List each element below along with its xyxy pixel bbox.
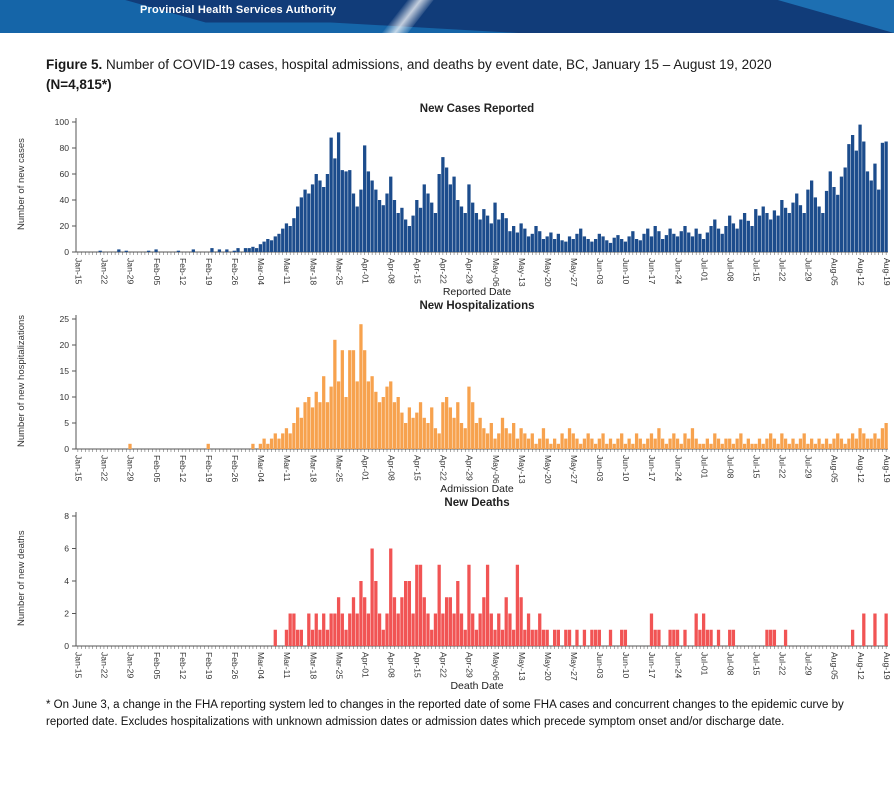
svg-text:4: 4 bbox=[64, 576, 69, 586]
x-axis-label: Reported Date bbox=[442, 286, 512, 298]
y-axis-label: Number of new cases bbox=[16, 138, 27, 230]
y-axis-label: Number of new deaths bbox=[16, 530, 27, 626]
svg-text:May-06: May-06 bbox=[490, 455, 501, 484]
svg-text:2: 2 bbox=[64, 608, 69, 619]
svg-text:Feb-12: Feb-12 bbox=[177, 455, 188, 483]
svg-text:Apr-15: Apr-15 bbox=[412, 455, 423, 481]
svg-text:40: 40 bbox=[59, 195, 69, 205]
svg-text:Jun-03: Jun-03 bbox=[595, 652, 606, 679]
svg-text:Apr-01: Apr-01 bbox=[360, 652, 371, 678]
svg-text:25: 25 bbox=[59, 314, 69, 324]
svg-text:6: 6 bbox=[64, 543, 69, 554]
svg-text:Apr-22: Apr-22 bbox=[438, 455, 449, 481]
svg-text:Feb-26: Feb-26 bbox=[230, 258, 241, 286]
svg-text:Apr-29: Apr-29 bbox=[464, 258, 475, 284]
svg-text:Jul-08: Jul-08 bbox=[725, 258, 736, 282]
svg-text:Jan-22: Jan-22 bbox=[99, 455, 110, 482]
svg-text:20: 20 bbox=[59, 340, 69, 350]
svg-text:0: 0 bbox=[64, 444, 69, 454]
svg-text:Mar-18: Mar-18 bbox=[308, 652, 319, 680]
svg-text:Jul-22: Jul-22 bbox=[777, 652, 788, 676]
svg-text:Jul-15: Jul-15 bbox=[751, 258, 762, 282]
svg-text:0: 0 bbox=[64, 641, 69, 651]
svg-text:Jun-10: Jun-10 bbox=[621, 455, 632, 482]
svg-text:May-27: May-27 bbox=[568, 652, 579, 681]
figure-caption-text: Number of COVID-19 cases, hospital admissions, and deaths by event date, BC, January 15 – August 19, 2020 bbox=[102, 57, 772, 72]
svg-text:Apr-15: Apr-15 bbox=[412, 258, 423, 284]
svg-text:Apr-29: Apr-29 bbox=[464, 455, 475, 481]
svg-text:8: 8 bbox=[64, 511, 69, 521]
svg-text:Mar-11: Mar-11 bbox=[282, 258, 293, 285]
svg-text:Feb-05: Feb-05 bbox=[151, 258, 162, 286]
svg-text:Apr-15: Apr-15 bbox=[412, 652, 423, 678]
svg-text:10: 10 bbox=[59, 392, 69, 402]
x-axis-label: Admission Date bbox=[440, 483, 514, 495]
svg-text:Apr-22: Apr-22 bbox=[438, 652, 449, 678]
svg-text:Jun-17: Jun-17 bbox=[647, 455, 658, 482]
svg-text:0: 0 bbox=[64, 247, 69, 257]
svg-text:5: 5 bbox=[64, 418, 69, 428]
svg-text:Jul-29: Jul-29 bbox=[803, 258, 814, 282]
svg-text:Aug-05: Aug-05 bbox=[829, 652, 840, 680]
svg-text:Mar-11: Mar-11 bbox=[282, 455, 293, 482]
svg-text:May-13: May-13 bbox=[516, 455, 527, 484]
svg-text:Jul-29: Jul-29 bbox=[803, 455, 814, 479]
svg-text:Aug-05: Aug-05 bbox=[829, 455, 840, 483]
svg-text:Aug-12: Aug-12 bbox=[855, 455, 866, 483]
svg-text:Jan-15: Jan-15 bbox=[73, 652, 84, 679]
svg-text:Apr-01: Apr-01 bbox=[360, 455, 371, 481]
svg-text:Mar-25: Mar-25 bbox=[334, 652, 345, 680]
deaths-plot bbox=[30, 510, 894, 682]
svg-text:20: 20 bbox=[59, 221, 69, 231]
svg-text:80: 80 bbox=[59, 143, 69, 153]
svg-text:Jul-29: Jul-29 bbox=[803, 652, 814, 676]
cases-plot bbox=[30, 116, 894, 288]
svg-text:Jul-22: Jul-22 bbox=[777, 455, 788, 479]
svg-text:100: 100 bbox=[54, 117, 69, 127]
svg-text:Apr-22: Apr-22 bbox=[438, 258, 449, 284]
svg-text:Feb-26: Feb-26 bbox=[230, 455, 241, 483]
svg-text:Mar-25: Mar-25 bbox=[334, 455, 345, 483]
banner-navy-shape bbox=[0, 0, 894, 33]
hospitalizations-plot bbox=[30, 313, 894, 485]
svg-text:Jul-15: Jul-15 bbox=[751, 652, 762, 676]
svg-text:Apr-29: Apr-29 bbox=[464, 652, 475, 678]
svg-text:Feb-12: Feb-12 bbox=[177, 652, 188, 680]
svg-text:60: 60 bbox=[59, 169, 69, 179]
figure-n-count: (N=4,815*) bbox=[46, 77, 112, 92]
svg-text:Mar-04: Mar-04 bbox=[256, 455, 267, 483]
svg-text:Jun-10: Jun-10 bbox=[621, 652, 632, 679]
svg-text:Feb-19: Feb-19 bbox=[203, 455, 214, 483]
svg-text:Jan-29: Jan-29 bbox=[125, 652, 136, 679]
svg-text:Feb-26: Feb-26 bbox=[230, 652, 241, 680]
svg-text:Jun-10: Jun-10 bbox=[621, 258, 632, 285]
svg-text:Jul-08: Jul-08 bbox=[725, 455, 736, 479]
svg-text:Aug-19: Aug-19 bbox=[881, 652, 892, 680]
svg-text:May-20: May-20 bbox=[542, 455, 553, 484]
svg-text:Apr-08: Apr-08 bbox=[386, 455, 397, 481]
chart-title: New Hospitalizations bbox=[419, 300, 535, 312]
svg-text:Feb-05: Feb-05 bbox=[151, 652, 162, 680]
cases-chart bbox=[14, 103, 894, 298]
svg-text:Feb-19: Feb-19 bbox=[203, 652, 214, 680]
svg-text:May-06: May-06 bbox=[490, 652, 501, 681]
svg-text:Mar-18: Mar-18 bbox=[308, 455, 319, 483]
svg-text:Feb-19: Feb-19 bbox=[203, 258, 214, 286]
phsa-banner bbox=[0, 0, 894, 33]
svg-text:Jun-03: Jun-03 bbox=[595, 455, 606, 482]
svg-text:Jan-22: Jan-22 bbox=[99, 258, 110, 285]
svg-text:Jul-22: Jul-22 bbox=[777, 258, 788, 282]
hospitalizations-chart bbox=[14, 300, 894, 495]
svg-text:May-13: May-13 bbox=[516, 652, 527, 681]
svg-text:Apr-01: Apr-01 bbox=[360, 258, 371, 284]
chart-title: New Cases Reported bbox=[419, 103, 535, 115]
y-axis-label: Number of new hospitalizations bbox=[16, 314, 27, 447]
footnote: * On June 3, a change in the FHA reporting system led to changes in the reported date of some FHA cases and concurrent changes to the epidemic curve by reported date. Excludes hospitalizations with unknown admission dates or admission dates which precede symptom onset and/or discharge date. bbox=[46, 699, 844, 729]
svg-text:Jan-15: Jan-15 bbox=[73, 258, 84, 285]
svg-text:Mar-04: Mar-04 bbox=[256, 652, 267, 680]
svg-text:Jan-29: Jan-29 bbox=[125, 455, 136, 482]
svg-text:Aug-05: Aug-05 bbox=[829, 258, 840, 286]
svg-text:Feb-12: Feb-12 bbox=[177, 258, 188, 286]
svg-text:May-20: May-20 bbox=[542, 258, 553, 287]
svg-text:Mar-11: Mar-11 bbox=[282, 652, 293, 679]
svg-text:May-20: May-20 bbox=[542, 652, 553, 681]
svg-text:Jul-01: Jul-01 bbox=[699, 455, 710, 479]
svg-text:Aug-19: Aug-19 bbox=[881, 455, 892, 483]
svg-text:Apr-08: Apr-08 bbox=[386, 652, 397, 678]
svg-text:Aug-12: Aug-12 bbox=[855, 258, 866, 286]
svg-text:Jul-08: Jul-08 bbox=[725, 652, 736, 676]
svg-text:Jun-24: Jun-24 bbox=[673, 455, 684, 482]
figure-caption bbox=[46, 55, 848, 95]
svg-text:Jul-01: Jul-01 bbox=[699, 258, 710, 282]
figure-label: Figure 5. bbox=[46, 57, 103, 72]
svg-text:Jan-29: Jan-29 bbox=[125, 258, 136, 285]
svg-text:Jan-22: Jan-22 bbox=[99, 652, 110, 679]
chart-title: New Deaths bbox=[444, 497, 510, 509]
svg-text:Mar-25: Mar-25 bbox=[334, 258, 345, 286]
svg-text:Apr-08: Apr-08 bbox=[386, 258, 397, 284]
svg-text:May-27: May-27 bbox=[568, 455, 579, 484]
svg-text:Feb-05: Feb-05 bbox=[151, 455, 162, 483]
svg-text:May-06: May-06 bbox=[490, 258, 501, 287]
svg-text:Jun-03: Jun-03 bbox=[595, 258, 606, 285]
svg-text:May-27: May-27 bbox=[568, 258, 579, 287]
svg-text:15: 15 bbox=[59, 366, 69, 376]
svg-text:Jan-15: Jan-15 bbox=[73, 455, 84, 482]
svg-text:Jul-01: Jul-01 bbox=[699, 652, 710, 676]
svg-text:Mar-18: Mar-18 bbox=[308, 258, 319, 286]
svg-text:May-13: May-13 bbox=[516, 258, 527, 287]
deaths-chart bbox=[14, 497, 894, 692]
svg-text:Jun-17: Jun-17 bbox=[647, 258, 658, 285]
svg-text:Jun-24: Jun-24 bbox=[673, 258, 684, 285]
svg-text:Jul-15: Jul-15 bbox=[751, 455, 762, 479]
svg-text:Jun-24: Jun-24 bbox=[673, 652, 684, 679]
svg-text:Jun-17: Jun-17 bbox=[647, 652, 658, 679]
x-axis-label: Death Date bbox=[450, 680, 504, 692]
svg-text:Mar-04: Mar-04 bbox=[256, 258, 267, 286]
phsa-brand-text: Provincial Health Services Authority bbox=[140, 4, 337, 16]
svg-text:Aug-12: Aug-12 bbox=[855, 652, 866, 680]
svg-text:Aug-19: Aug-19 bbox=[881, 258, 892, 286]
